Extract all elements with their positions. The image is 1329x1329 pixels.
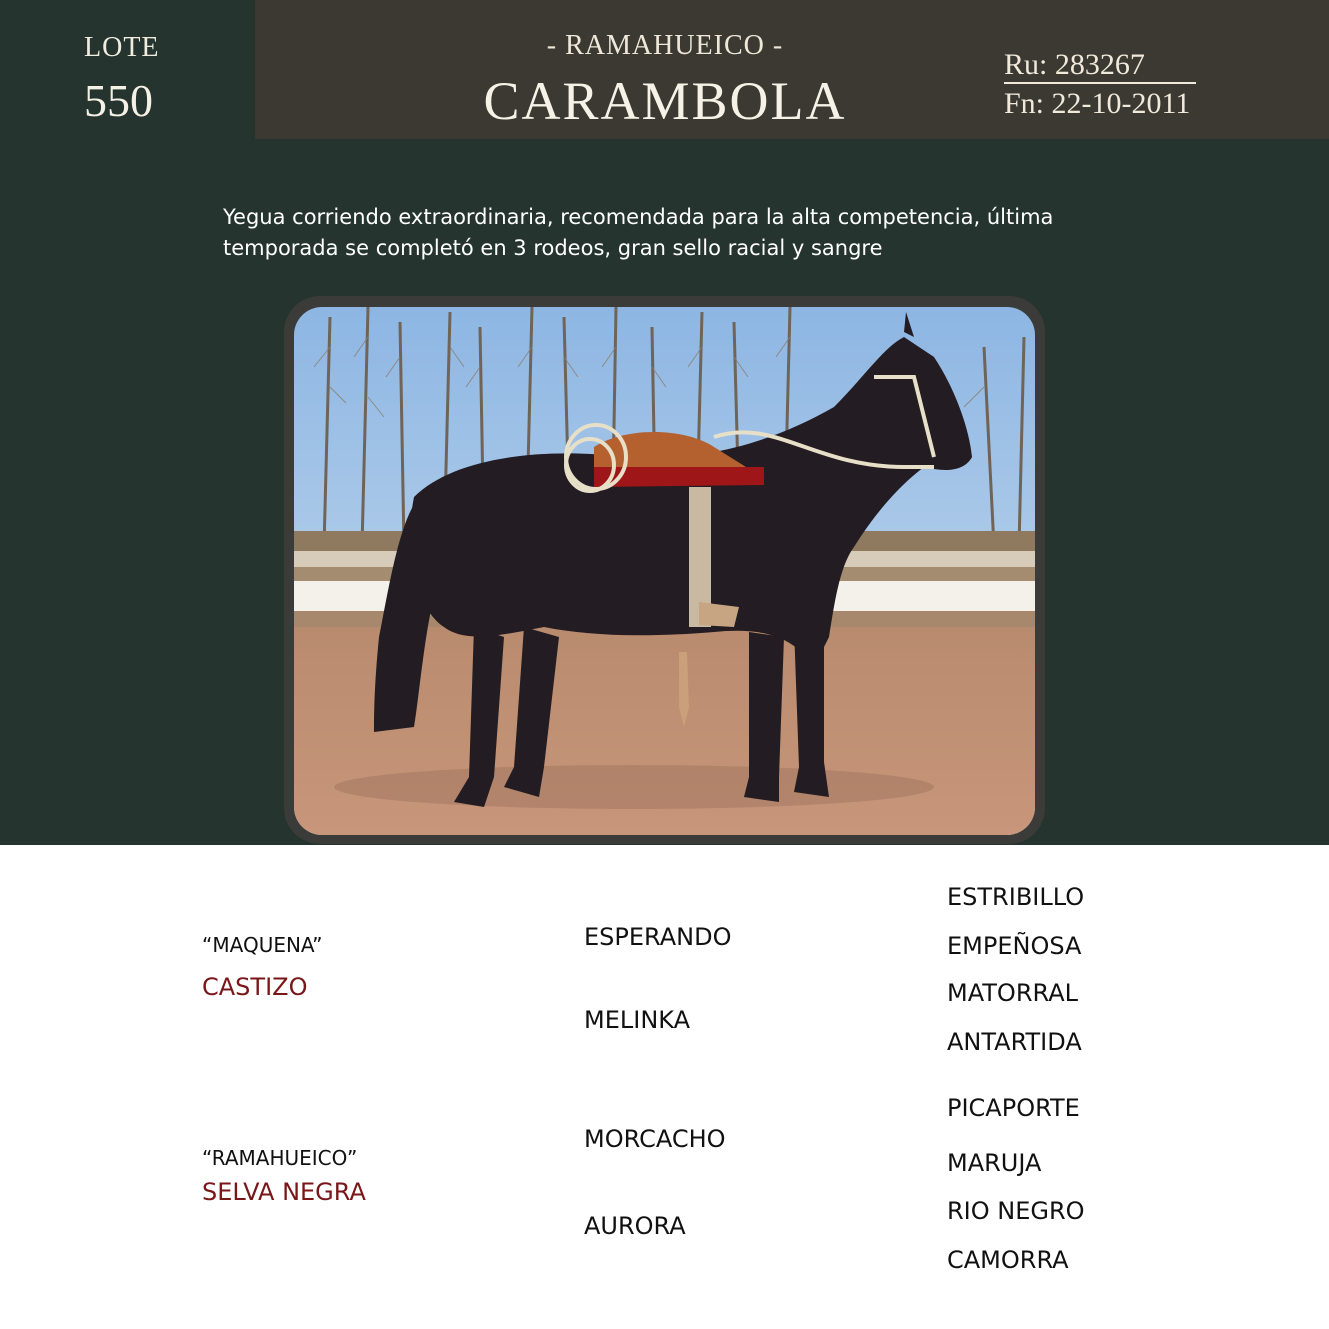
dam-father: MORCACHO [584, 1125, 726, 1153]
grandparent-2: EMPEÑOSA [947, 932, 1082, 960]
dam-breeder: “RAMAHUEICO” [202, 1146, 358, 1170]
sire-mother: MELINKA [584, 1006, 691, 1034]
lot-box [0, 0, 255, 139]
birth-date: Fn: 22-10-2011 [1004, 87, 1191, 120]
lot-number: 550 [84, 75, 153, 126]
registration-number: Ru: 283267 [1004, 48, 1196, 84]
grandparent-4: ANTARTIDA [947, 1028, 1082, 1056]
horse-name: CARAMBOLA [483, 71, 847, 131]
breeder-name: - RAMAHUEICO - [546, 30, 784, 61]
dam-name: SELVA NEGRA [202, 1178, 366, 1206]
sire-father: ESPERANDO [584, 923, 732, 951]
grandparent-6: MARUJA [947, 1149, 1042, 1177]
sire-breeder: “MAQUENA” [202, 933, 323, 957]
horse-description: Yegua corriendo extraordinaria, recomendada para la alta competencia, última temporada se completó en 3 rodeos, gran sello racial y sangre [223, 205, 1054, 260]
grandparent-3: MATORRAL [947, 979, 1078, 1007]
dam-mother: AURORA [584, 1212, 686, 1240]
grandparent-5: PICAPORTE [947, 1094, 1080, 1122]
grandparent-8: CAMORRA [947, 1246, 1069, 1274]
grandparent-1: ESTRIBILLO [947, 883, 1085, 911]
grandparent-7: RIO NEGRO [947, 1197, 1085, 1225]
sire-name: CASTIZO [202, 973, 308, 1001]
lot-label: LOTE [84, 32, 160, 63]
horse-photo [294, 307, 1035, 835]
